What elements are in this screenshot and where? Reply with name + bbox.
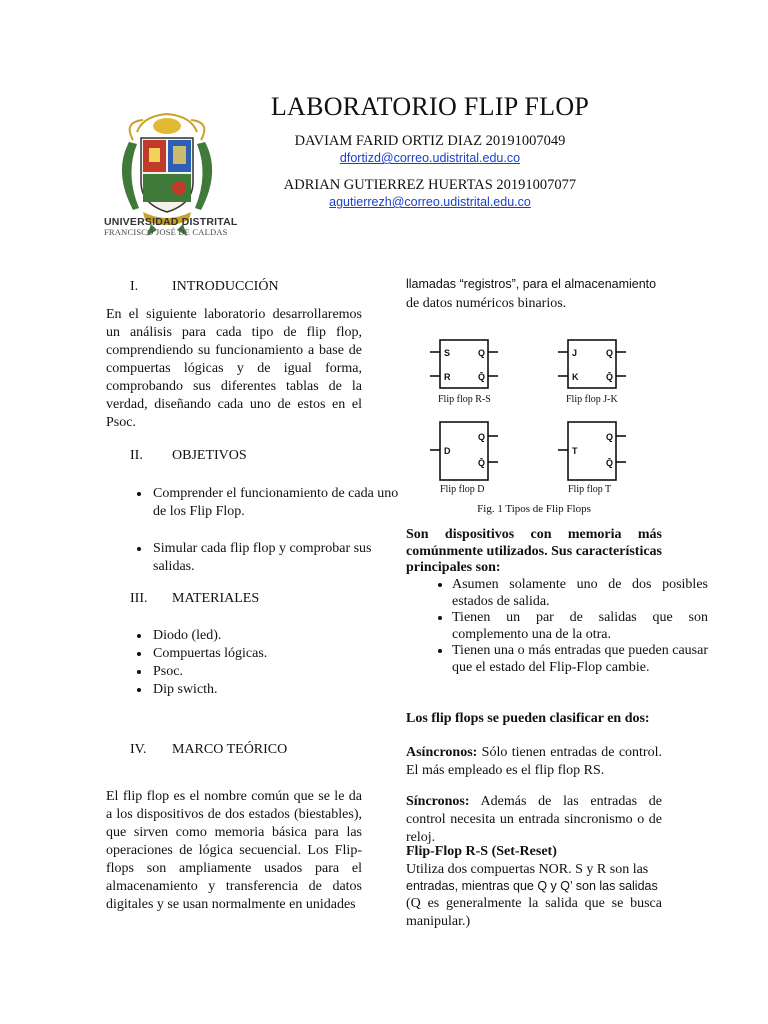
- ff-d-output-2: Q̄: [478, 458, 486, 468]
- ff-jk-output-2: Q̄: [606, 372, 614, 382]
- flip-flop-diagram: [426, 330, 646, 500]
- ff-jk-output-1: Q: [606, 348, 614, 358]
- intro-paragraph: En el siguiente laboratorio desarrollaremos un análisis para cada tipo de flip flop, comprendiendo su funcionamiento a base de compuertas lógicas y de igual forma, comprobando sus diferentes tablas de la verdad, diseñando cada uno de estos en el Psoc.: [106, 307, 362, 430]
- section-heading-objetivos: II. OBJETIVOS: [130, 448, 247, 463]
- list-item: • Asumen solamente uno de dos posibles estados de salida.: [452, 577, 708, 610]
- ff-jk-name: Flip flop J-K: [566, 394, 618, 405]
- section-heading-intro: I. INTRODUCCIÓN: [130, 279, 279, 294]
- list-item: • Simular cada flip flop y comprobar sus salidas.: [151, 540, 407, 576]
- ff-rs-name: Flip flop R-S: [438, 394, 491, 405]
- section-heading-marco: IV. MARCO TEÓRICO: [130, 742, 288, 757]
- list-item: • Comprender el funcionamiento de cada uno de los Flip Flop.: [151, 485, 407, 521]
- list-item: • Tienen un par de salidas que son complemento una de la otra.: [452, 610, 708, 643]
- ff-t-output-2: Q̄: [606, 458, 614, 468]
- ff-d-output-1: Q: [478, 432, 486, 442]
- flip-flop-figure: [426, 330, 646, 500]
- ff-t-input-1: T: [572, 446, 578, 456]
- ff-t-output-1: Q: [606, 432, 614, 442]
- rs-line-2: entradas, mientras que Q y Q’ son las salidas: [406, 879, 658, 893]
- caracteristicas-list: [406, 577, 708, 676]
- ff-rs-output-1: Q: [478, 348, 486, 358]
- marco-paragraph: El flip flop es el nombre común que se le da a los dispositivos de dos estados (biestables), que sirven como memoria básica para las operaciones de lógica secuencial. Los Flip-flops son ampliamente usados para el almacenamiento y transferencia de datos digitales y se usan normalmente en unidades: [106, 789, 362, 912]
- ff-t-name: Flip flop T: [568, 484, 612, 495]
- objetivos-list-2: [106, 540, 407, 576]
- sincronos-paragraph: Síncronos: Además de las entradas de control necesita un entrada sincronismo o de reloj.: [406, 794, 662, 845]
- asincronos-paragraph: Asíncronos: Sólo tienen entradas de control. El más empleado es el flip flop RS.: [406, 745, 662, 778]
- author-1-email[interactable]: dfortizd@correo.udistrital.edu.co: [339, 151, 521, 165]
- continued-text-line: llamadas “registros”, para el almacenamiento: [406, 277, 657, 291]
- clasificar-heading: Los flip flops se pueden clasificar en dos:: [406, 711, 650, 726]
- list-item: • Psoc.: [151, 663, 407, 681]
- rs-line-3: (Q es generalmente la salida que se busca manipular.): [406, 896, 662, 929]
- continued-text-line-2: de datos numéricos binarios.: [406, 296, 567, 311]
- ff-d-input-1: D: [444, 446, 451, 456]
- ff-rs-input-2: R: [444, 372, 451, 382]
- figure-caption: Fig. 1 Tipos de Flip Flops: [477, 503, 591, 515]
- objetivos-list: [106, 485, 407, 521]
- section-heading-materiales: III. MATERIALES: [130, 591, 260, 606]
- ff-jk-input-1: J: [572, 348, 578, 358]
- university-name: UNIVERSIDAD DISTRITAL FRANCISCO JOSÉ DE CALDAS: [104, 216, 238, 237]
- ff-jk-input-2: K: [572, 372, 579, 382]
- rs-heading: Flip-Flop R-S (Set-Reset): [406, 844, 557, 859]
- author-1-name: DAVIAM FARID ORTIZ DIAZ 20191007049: [294, 133, 566, 149]
- rs-line-1: Utiliza dos compuertas NOR. S y R son las: [406, 862, 649, 877]
- list-item: • Dip swicth.: [151, 681, 407, 699]
- document-title: LABORATORIO FLIP FLOP: [270, 92, 590, 121]
- author-2-name: ADRIAN GUTIERREZ HUERTAS 20191007077: [283, 177, 577, 193]
- list-item: • Diodo (led).: [151, 627, 407, 645]
- list-item: • Tienen una o más entradas que pueden causar que el estado del Flip-Flop cambie.: [452, 643, 708, 676]
- ff-rs-output-2: Q̄: [478, 372, 486, 382]
- author-2-email[interactable]: agutierrezh@correo.udistrital.edu.co: [329, 195, 531, 209]
- list-item: • Compuertas lógicas.: [151, 645, 407, 663]
- ff-d-name: Flip flop D: [440, 484, 485, 495]
- materiales-list: [106, 627, 407, 699]
- ff-rs-input-1: S: [444, 348, 451, 358]
- memoria-paragraph: Son dispositivos con memoria más comúnmente utilizados. Sus características principales son:: [406, 527, 662, 575]
